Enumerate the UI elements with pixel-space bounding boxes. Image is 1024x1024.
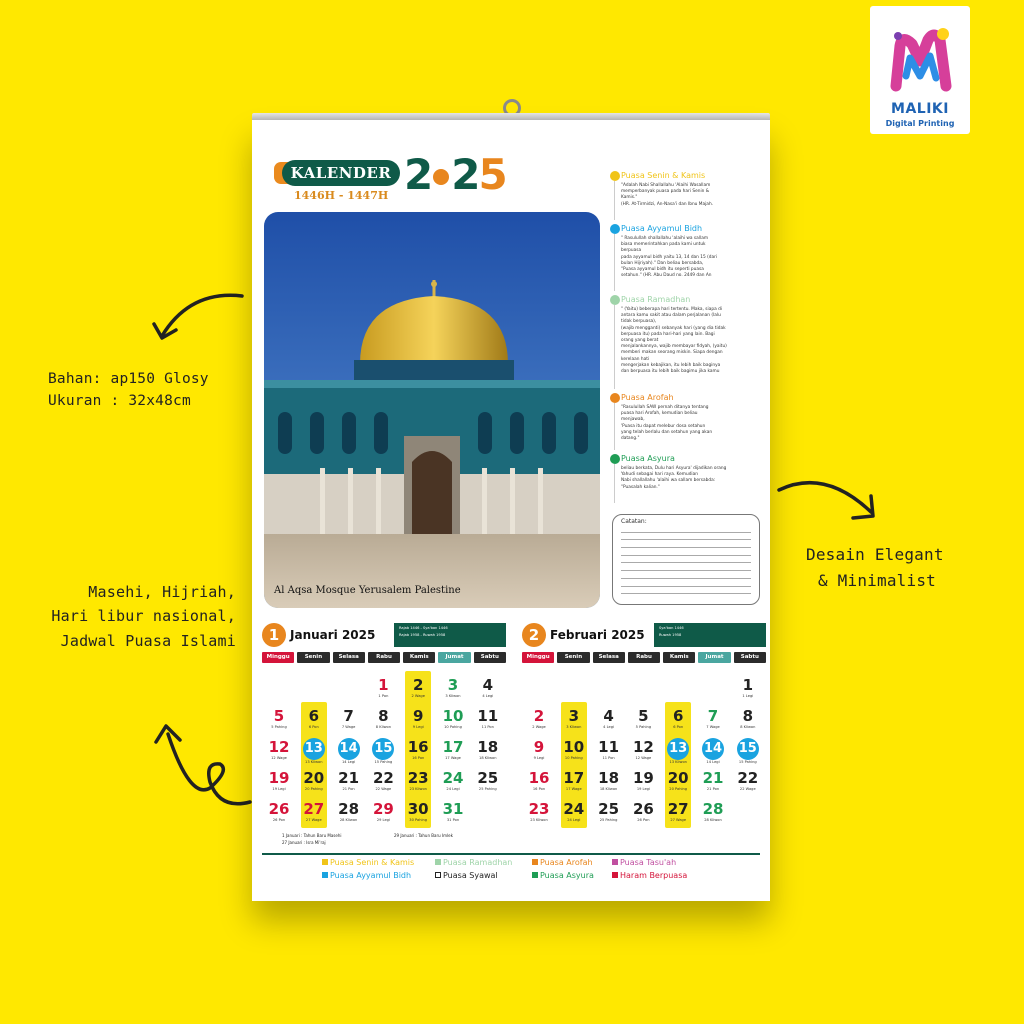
day-cell[interactable] (436, 706, 470, 736)
day-number: 3 (447, 676, 459, 694)
note-title: Puasa Ramadhan (621, 295, 691, 304)
note-body: " Rasulullah shallallahu 'alaihi wa sallam biasa memerintahkan pada kami untuk berpuasa pada ayyamul bidh yaitu 13, 14 dan 15 (dari bulan Hijriyah)." Dan beliau bersabda, "Puasa ayyamul bidh itu seperti puasa setahun." (HR. Abu Daud no. 2449 dan An (621, 236, 718, 279)
legend-item (612, 871, 702, 880)
day-pasaran: 26 Pon (637, 818, 650, 822)
day-pasaran: 4 Legi (482, 694, 494, 698)
day-cell[interactable] (522, 706, 556, 736)
day-number: 27 (303, 800, 325, 818)
brand-name: MALIKI (891, 101, 949, 117)
day-cell[interactable] (401, 768, 435, 798)
day-cell[interactable] (557, 706, 591, 736)
day-pasaran: 22 Wage (375, 787, 392, 791)
day-number: 21 (338, 769, 360, 787)
day-number: 14 (338, 738, 360, 760)
day-pasaran: 8 Kliwon (740, 725, 756, 729)
day-pasaran: 24 Legi (567, 818, 581, 822)
day-pasaran: 16 Pon (412, 756, 425, 760)
fasting-note (606, 223, 766, 291)
legend-label: Puasa Ramadhan (443, 858, 513, 867)
day-number: 5 (638, 707, 649, 725)
day-pasaran: 3 Kliwon (445, 694, 461, 698)
brand-logo (870, 6, 970, 134)
day-cell[interactable] (522, 768, 556, 798)
day-cell[interactable] (522, 737, 556, 767)
day-cell[interactable] (696, 799, 730, 829)
day-pasaran: 24 Legi (446, 787, 460, 791)
material-line: Bahan: ap150 Glosy (48, 371, 209, 387)
day-cell[interactable] (731, 706, 765, 736)
day-cell[interactable] (366, 768, 400, 798)
features-info (40, 580, 236, 653)
legend-item (435, 871, 532, 880)
day-pasaran: 3 Kliwon (566, 725, 582, 729)
day-pasaran: 20 Pahing (669, 787, 688, 791)
hijri-line: Rajab 1446 - Sya'ban 1446 (399, 626, 448, 630)
day-cell[interactable] (557, 768, 591, 798)
day-pasaran: 27 Wage (305, 818, 322, 822)
legend-swatch-icon (322, 859, 328, 865)
legend-label: Puasa Senin & Kamis (330, 858, 415, 867)
day-number: 18 (598, 769, 620, 787)
day-cell[interactable] (262, 768, 296, 798)
day-cell[interactable] (297, 706, 331, 736)
day-grid (522, 675, 766, 835)
day-cell[interactable] (436, 737, 470, 767)
note-body: "Rasulullah SAW pernah ditanya tentang puasa hari Arofah, kemudian beliau menjawab, 'Puasa itu dapat melebur dosa setahun yang telah berlalu dan setahun yang akan datang." (621, 405, 713, 442)
weekday-header (262, 652, 506, 663)
day-number: 28 (338, 800, 360, 818)
day-cell[interactable] (262, 706, 296, 736)
javanese-line: Ruwah 1958 (659, 633, 682, 637)
day-cell[interactable] (696, 737, 730, 767)
day-pasaran: 6 Pon (673, 725, 684, 729)
year-digit: 5 (478, 150, 506, 199)
mosque-photo (264, 212, 600, 608)
day-number: 17 (563, 769, 585, 787)
day-number: 12 (632, 738, 654, 756)
feature-line: Hari libur nasional, (51, 607, 236, 626)
day-pasaran: 19 Legi (272, 787, 286, 791)
weekday-label: Rabu (368, 652, 400, 663)
day-pasaran: 21 Pon (706, 787, 720, 791)
day-pasaran: 13 Kliwon (669, 760, 687, 764)
day-pasaran: 20 Pahing (304, 787, 323, 791)
day-cell[interactable] (731, 737, 765, 767)
day-cell[interactable] (436, 768, 470, 798)
day-cell[interactable] (592, 799, 626, 829)
day-number: 23 (407, 769, 429, 787)
legend-label: Puasa Tasu'ah (620, 858, 677, 867)
day-cell[interactable] (332, 737, 366, 767)
day-number: 18 (477, 738, 499, 756)
note-body: " (Yaitu) beberapa hari tertentu. Maka, siapa di antara kamu sakit atau dalam perjalanan (lalu tidak berpuasa), (wajib mengganti) sebanyak hari (yang dia tidak berpuasa itu) pada hari-hari yang lain. Bagi orang yang berat menjalankannya, wajib membayar fidyah, (yaitu) memberi makan seorang miskin. Siapa dengan kerelaan hati mengerjakan kebajikan, itu lebih baik baginya dan berpuasa itu lebih baik bagimu jika kamu (621, 307, 727, 375)
day-pasaran: 17 Wage (565, 787, 582, 791)
year-digit: 2 (404, 150, 432, 199)
hijri-line: Sya'ban 1446 (659, 626, 684, 630)
fasting-note (606, 170, 766, 220)
day-number: 2 (412, 676, 424, 694)
day-number: 6 (308, 707, 320, 725)
day-number: 4 (603, 707, 614, 725)
day-pasaran: 1 Legi (742, 694, 754, 698)
day-number: 9 (533, 738, 545, 756)
day-cell[interactable] (471, 768, 505, 798)
day-number: 12 (268, 738, 290, 756)
day-cell[interactable] (401, 737, 435, 767)
day-cell[interactable] (592, 768, 626, 798)
day-cell[interactable] (626, 768, 660, 798)
day-pasaran: 17 Wage (445, 756, 461, 760)
day-pasaran: 10 Pahing (564, 756, 583, 760)
holiday-note: 29 Januari : Tahun Baru Imlek (394, 833, 453, 838)
feature-line: Jadwal Puasa Islami (60, 631, 236, 650)
note-dot-icon (610, 224, 620, 234)
legend-swatch-icon (532, 859, 538, 865)
weekday-label: Jumat (698, 652, 730, 663)
day-number: 15 (372, 738, 394, 760)
year-zero-dot-icon (433, 169, 449, 185)
fasting-note (606, 294, 766, 389)
day-cell[interactable] (557, 799, 591, 829)
month-hijri (394, 623, 506, 647)
arrow-left-bottom-icon (150, 712, 260, 812)
day-number: 20 (303, 769, 325, 787)
day-number: 24 (442, 769, 464, 787)
note-body: beliau berkata, Dulu hari Asyura' dijadikan orang Yahudi sebagai hari raya. Kemudian Nabi shallallahu 'alaihi wa sallam bersabda: "Puasalah kalian." (621, 466, 727, 490)
day-pasaran: 11 Pon (481, 725, 494, 729)
weekday-label: Senin (557, 652, 589, 663)
month-january (262, 620, 506, 845)
day-pasaran: 15 Pahing (738, 760, 757, 764)
day-number: 22 (737, 769, 759, 787)
day-pasaran: 7 Wage (706, 725, 720, 729)
day-number: 25 (598, 800, 620, 818)
day-pasaran: 22 Wage (739, 787, 756, 791)
fasting-note (606, 453, 766, 503)
day-number: 20 (667, 769, 689, 787)
day-number: 13 (303, 738, 325, 760)
legend-label: Haram Berpuasa (620, 871, 688, 880)
day-pasaran: 18 Kliwon (599, 787, 618, 791)
day-number: 7 (343, 707, 354, 725)
day-pasaran: 2 Wage (411, 694, 425, 698)
brand-tagline: Digital Printing (885, 119, 955, 128)
weekday-label: Selasa (333, 652, 365, 663)
arrow-right-icon (775, 468, 885, 538)
month-name: Februari 2025 (550, 628, 645, 642)
legend-swatch-icon (532, 872, 538, 878)
day-number: 4 (482, 676, 494, 694)
day-cell[interactable] (661, 737, 695, 767)
day-number: 6 (672, 707, 684, 725)
note-dot-icon (610, 393, 620, 403)
weekday-label: Minggu (522, 652, 554, 663)
photo-caption: Al Aqsa Mosque Yerusalem Palestine (274, 585, 461, 596)
day-cell[interactable] (592, 737, 626, 767)
day-pasaran: 5 Pahing (635, 725, 652, 729)
day-number: 7 (707, 707, 719, 725)
day-cell[interactable] (366, 675, 400, 705)
day-cell[interactable] (262, 799, 296, 829)
day-pasaran: 23 Kliwon (530, 818, 548, 822)
day-number: 21 (702, 769, 724, 787)
day-pasaran: 2 Wage (532, 725, 546, 729)
day-pasaran: 25 Pahing (599, 818, 618, 822)
day-number: 10 (563, 738, 585, 756)
legend-label: Puasa Arofah (540, 858, 593, 867)
day-cell[interactable] (436, 799, 470, 829)
day-number: 15 (737, 738, 759, 760)
weekday-label: Sabtu (474, 652, 506, 663)
weekday-label: Senin (297, 652, 329, 663)
day-pasaran: 19 Legi (636, 787, 650, 791)
weekday-label: Rabu (628, 652, 660, 663)
legend-swatch-icon (612, 872, 618, 878)
day-cell[interactable] (471, 706, 505, 736)
day-cell[interactable] (696, 706, 730, 736)
weekday-header (522, 652, 766, 663)
day-cell[interactable] (401, 799, 435, 829)
day-cell[interactable] (557, 737, 591, 767)
day-pasaran: 8 Kliwon (375, 725, 391, 729)
legend-swatch-icon (612, 859, 618, 865)
day-number: 28 (702, 800, 724, 818)
day-number: 19 (632, 769, 654, 787)
design-line: & Minimalist (818, 570, 936, 590)
day-cell[interactable] (592, 706, 626, 736)
day-number: 31 (442, 800, 464, 818)
day-number: 8 (378, 707, 389, 725)
month-hijri (654, 623, 766, 647)
calendar-badge: KALENDER (282, 160, 400, 186)
weekday-label: Sabtu (734, 652, 766, 663)
day-number: 24 (563, 800, 585, 818)
day-cell[interactable] (522, 799, 556, 829)
day-cell[interactable] (696, 768, 730, 798)
day-number: 1 (742, 676, 754, 694)
day-cell[interactable] (297, 737, 331, 767)
day-cell[interactable] (366, 706, 400, 736)
month-header (522, 620, 766, 650)
legend-label: Puasa Ayyamul Bidh (330, 871, 412, 880)
day-cell[interactable] (297, 799, 331, 829)
day-number: 30 (407, 800, 429, 818)
legend-item (435, 858, 532, 867)
legend-swatch-icon (322, 872, 328, 878)
day-pasaran: 4 Legi (603, 725, 615, 729)
note-dot-icon (610, 295, 620, 305)
day-number: 14 (702, 738, 724, 760)
day-number: 26 (632, 800, 654, 818)
day-number: 16 (407, 738, 429, 756)
day-pasaran: 29 Legi (376, 818, 390, 822)
note-body: "Adalah Nabi Shallallahu 'Alaihi Wasallam memperbanyak puasa pada hari Senin & Kamis." (HR. At-Tirmidzi, An-Nasa'i dan Ibnu Majah. (621, 183, 714, 207)
note-title: Puasa Senin & Kamis (621, 171, 706, 180)
day-cell[interactable] (471, 737, 505, 767)
holiday-note: 1 Januari : Tahun Baru Masehi (282, 833, 342, 838)
day-cell[interactable] (366, 737, 400, 767)
legend-item (532, 871, 612, 880)
legend-label: Puasa Syawal (443, 871, 498, 880)
day-pasaran: 9 Legi (533, 756, 545, 760)
day-cell[interactable] (731, 675, 765, 705)
day-pasaran: 9 Legi (412, 725, 424, 729)
day-number: 8 (742, 707, 754, 725)
day-cell[interactable] (332, 799, 366, 829)
fasting-note (606, 392, 766, 450)
legend (322, 858, 742, 880)
legend-divider (262, 853, 760, 855)
note-dot-icon (610, 171, 620, 181)
day-pasaran: 13 Kliwon (305, 760, 323, 764)
day-number: 16 (528, 769, 550, 787)
calendar-poster (252, 120, 770, 901)
day-number: 26 (268, 800, 290, 818)
note-title: Puasa Arofah (621, 393, 674, 402)
month-name: Januari 2025 (290, 628, 376, 642)
day-number: 3 (568, 707, 580, 725)
day-number: 17 (442, 738, 464, 756)
holiday-note: 27 Januari : Isra Mi'raj (282, 840, 326, 845)
year-digit: 2 (451, 150, 479, 199)
arrow-left-top-icon (150, 290, 250, 350)
day-pasaran: 16 Pon (532, 787, 546, 791)
day-cell[interactable] (366, 799, 400, 829)
day-cell[interactable] (332, 768, 366, 798)
day-cell[interactable] (297, 768, 331, 798)
day-pasaran: 1 Pon (378, 694, 389, 698)
day-pasaran: 28 Kliwon (704, 818, 722, 822)
day-cell[interactable] (626, 706, 660, 736)
size-line: Ukuran : 32x48cm (48, 393, 191, 410)
day-number: 29 (372, 800, 394, 818)
brand-mark-icon (870, 6, 970, 101)
weekday-label: Kamis (403, 652, 435, 663)
day-number: 25 (477, 769, 499, 787)
day-cell[interactable] (661, 706, 695, 736)
day-cell[interactable] (661, 768, 695, 798)
day-number: 10 (442, 707, 464, 725)
legend-swatch-icon (435, 859, 441, 865)
day-number: 23 (528, 800, 550, 818)
day-pasaran: 12 Wage (271, 756, 287, 760)
note-title: Puasa Ayyamul Bidh (621, 224, 703, 233)
year-title (404, 150, 506, 199)
day-pasaran: 14 Legi (706, 760, 720, 764)
day-number: 27 (667, 800, 689, 818)
day-number: 11 (598, 738, 620, 756)
legend-swatch-icon (435, 872, 441, 878)
day-pasaran: 18 Kliwon (479, 756, 497, 760)
day-number: 13 (667, 738, 689, 760)
legend-item (322, 858, 435, 867)
day-pasaran: 7 Wage (341, 725, 356, 729)
weekday-label: Jumat (438, 652, 470, 663)
day-number: 11 (477, 707, 499, 725)
day-pasaran: 5 Pahing (271, 725, 287, 729)
day-pasaran: 30 Pahing (409, 818, 428, 822)
day-pasaran: 6 Pon (308, 725, 319, 729)
feature-line: Masehi, Hijriah, (88, 583, 236, 601)
day-cell[interactable] (626, 799, 660, 829)
day-pasaran: 10 Pahing (444, 725, 462, 729)
month-header (262, 620, 506, 650)
day-cell[interactable] (262, 737, 296, 767)
day-cell[interactable] (731, 768, 765, 798)
day-cell[interactable] (471, 675, 505, 705)
day-grid (262, 675, 506, 835)
day-number: 19 (268, 769, 290, 787)
month-number: 1 (262, 623, 286, 647)
day-number: 2 (533, 707, 545, 725)
day-pasaran: 14 Legi (342, 760, 356, 764)
legend-item (532, 858, 612, 867)
day-number: 22 (372, 769, 394, 787)
legend-item (612, 858, 702, 867)
note-title: Puasa Asyura (621, 454, 675, 463)
day-cell[interactable] (332, 706, 366, 736)
legend-label: Puasa Asyura (540, 871, 594, 880)
day-cell[interactable] (661, 799, 695, 829)
weekday-label: Selasa (593, 652, 625, 663)
day-pasaran: 28 Kliwon (339, 818, 358, 822)
javanese-line: Rajab 1958 - Ruwah 1958 (399, 633, 446, 637)
day-pasaran: 27 Wage (670, 818, 687, 822)
day-pasaran: 12 Wage (635, 756, 652, 760)
day-number: 1 (378, 676, 389, 694)
day-pasaran: 26 Pon (272, 818, 286, 822)
day-pasaran: 25 Pahing (478, 787, 497, 791)
day-number: 9 (412, 707, 424, 725)
day-pasaran: 11 Pon (602, 756, 615, 760)
design-info (806, 542, 944, 593)
day-pasaran: 23 Kliwon (409, 787, 427, 791)
notes-box (612, 514, 760, 605)
note-dot-icon (610, 454, 620, 464)
day-pasaran: 31 Pon (446, 818, 460, 822)
legend-item (322, 871, 435, 880)
design-line: Desain Elegant (806, 545, 944, 564)
day-cell[interactable] (401, 706, 435, 736)
day-pasaran: 21 Pon (342, 787, 355, 791)
weekday-label: Kamis (663, 652, 695, 663)
month-number: 2 (522, 623, 546, 647)
fasting-notes (606, 170, 766, 506)
day-number: 5 (273, 707, 285, 725)
weekday-label: Minggu (262, 652, 294, 663)
hijri-years: 1446H - 1447H (294, 189, 389, 202)
day-pasaran: 15 Pahing (374, 760, 393, 764)
month-february (522, 620, 766, 822)
day-cell[interactable] (436, 675, 470, 705)
day-cell[interactable] (626, 737, 660, 767)
notes-label: Catatan: (621, 518, 647, 525)
day-cell[interactable] (401, 675, 435, 705)
material-info (48, 368, 209, 413)
